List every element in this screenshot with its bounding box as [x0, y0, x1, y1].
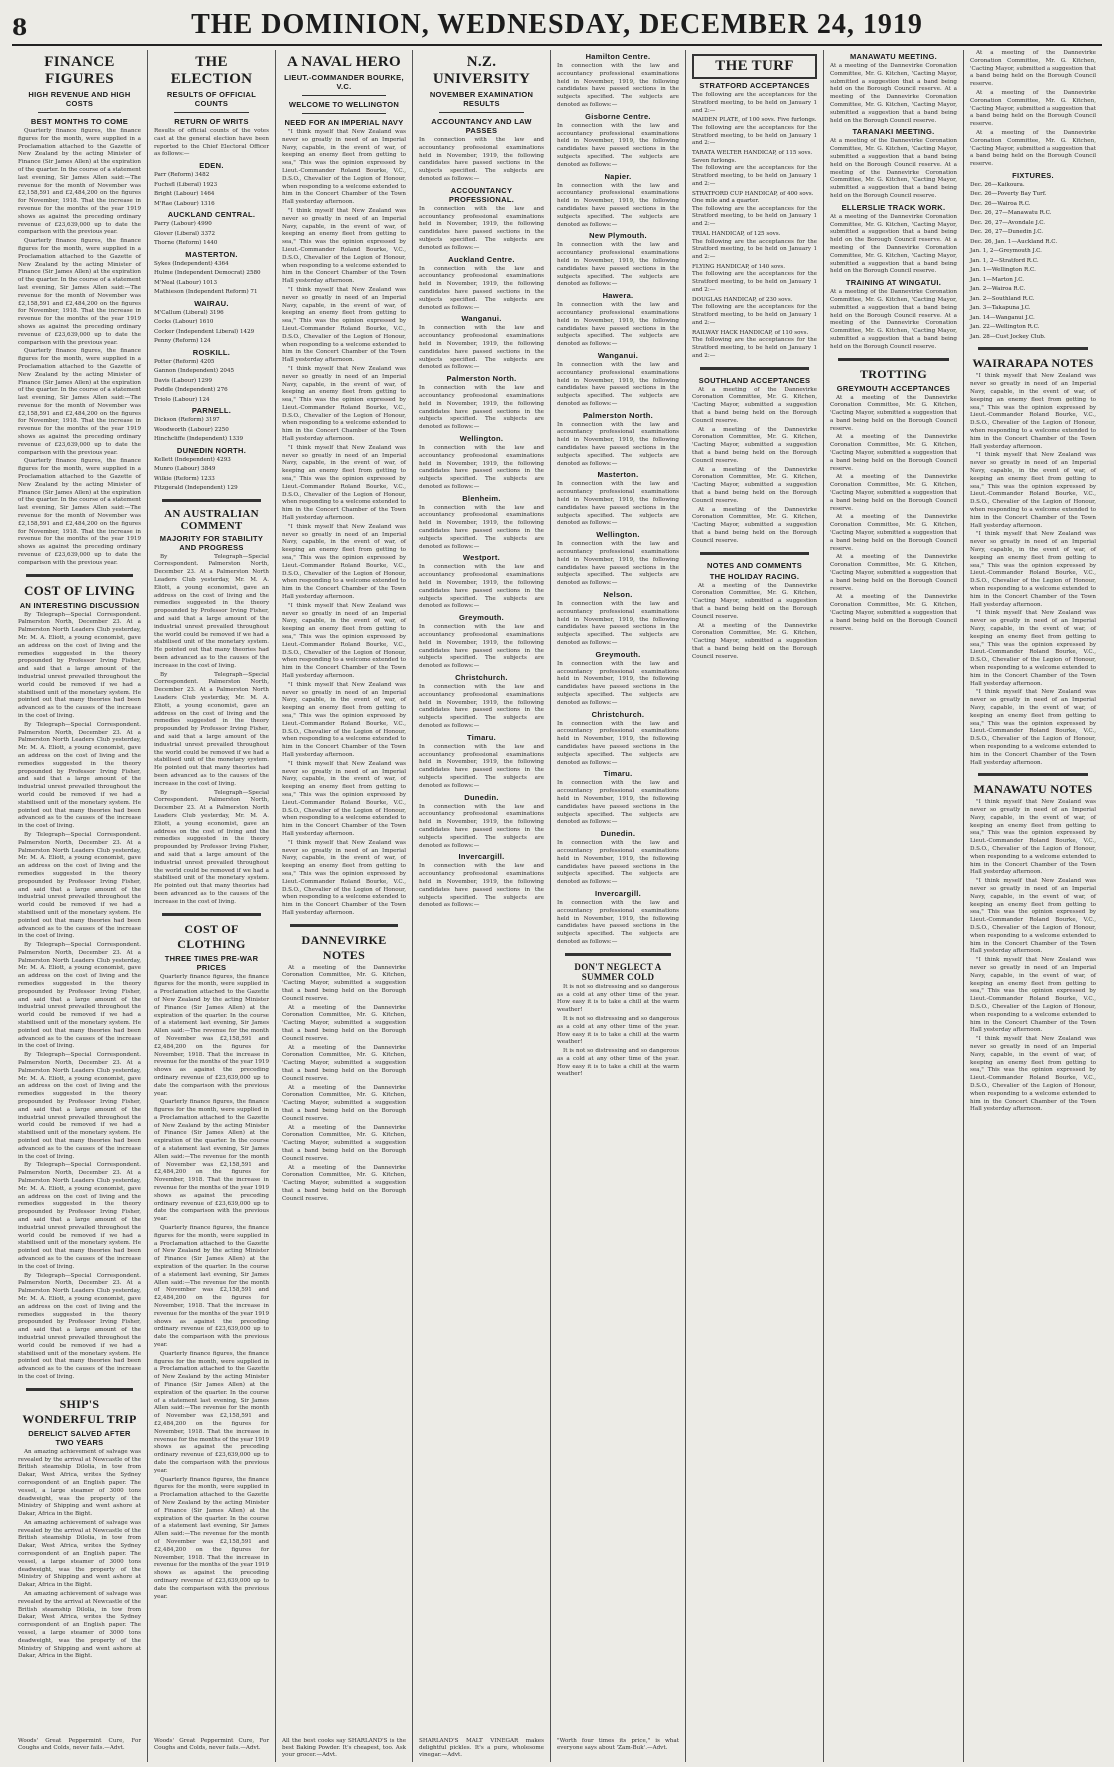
electorate-row: Gannon (Independent) 2045: [154, 368, 235, 375]
article-heading: TROTTING: [859, 366, 928, 381]
race-body: The following are the acceptances for the Stratford meeting, to be held on January 1 and 2:—: [692, 205, 817, 228]
section-heading: Palmerston North.: [446, 374, 517, 384]
electorate-row: M'Callum (Liberal) 3196: [154, 309, 224, 316]
electorate-results: [154, 161, 269, 493]
section-body: In connection with the law and accountancy professional examinations held in November, 1919, the following candidates have passed sections in the subjects specified. The subjects are denoted as follows:—: [419, 624, 544, 670]
electorate-row: Thorne (Reform) 1440: [154, 240, 218, 247]
electorate-row: Mathieson (Independent Reform) 71: [154, 289, 258, 296]
section-heading: New Plymouth.: [589, 231, 647, 241]
electorate-row: Glover (Liberal) 3372: [154, 230, 216, 237]
section-heading: ACCOUNTANCY PROFESSIONAL.: [448, 185, 515, 204]
section-body: In connection with the law and accountancy professional examinations held in November, 1919, the following candidates have passed sections in the subjects specified. The subjects are denoted as follows:—: [419, 684, 544, 730]
section-heading: Wellington.: [596, 530, 640, 540]
electorate-row: Fuchsfl (Liberal) 1923: [154, 181, 218, 188]
article-heading: N.Z. UNIVERSITY: [432, 54, 531, 87]
column-university-cont: [551, 50, 686, 1762]
electorate-row: Cocker (Independent Liberal) 1429: [154, 328, 255, 335]
section-body: In connection with the law and accountancy professional examinations held in November, 1919, the following candidates have passed sections in the subjects specified. The subjects are denoted as follows:—: [557, 361, 679, 407]
electorate-row: Parry (Labour) 4990: [154, 221, 212, 228]
race-body: The following are the acceptances for the Stratford meeting, to be held on January 1 and 2:—: [692, 124, 817, 147]
column-election: [148, 50, 276, 1762]
section-heading: Greymouth.: [595, 649, 641, 659]
fixture-item: Jan. 1, 2—Greymouth J.C.: [970, 248, 1042, 255]
electorate-name: WAIRAU.: [194, 298, 229, 308]
article-body: "I think myself that New Zealand was never so greatly in need of an Imperial Navy, capable, in the event of war, of keeping an enemy fleet from getting to sea," This was the opinion expressed by Lieut.-Commander Roland Bourke, V.C., D.S.O., Chevalier of the Legion of Honour, when responding to a welcome extended to him in the Concert Chamber of the Town Hall yesterday afternoon. "I think myself that New Zealand was never so greatly in need of an Imperial Navy, capable, in the event of war, of keeping an enemy fleet from getting to sea," This was the opinion expressed by Lieut.-Commander Roland Bourke, V.C., D.S.O., Chevalier of the Legion of Honour, when responding to a welcome extended to him in the Concert Chamber of the Town Hall yesterday afternoon. "I think myself that New Zealand was never so greatly in need of an Imperial Navy, capable, in the event of war, of keeping an enemy fleet from getting to sea," This was the opinion expressed by Lieut.-Commander Roland Bourke, V.C., D.S.O., Chevalier of the Legion of Honour, when responding to a welcome extended to him in the Concert Chamber of the Town Hall yesterday afternoon. "I think myself that New Zealand was never so greatly in need of an Imperial Navy, capable, in the event of war, of keeping an enemy fleet from getting to sea," This was the opinion expressed by Lieut.-Commander Roland Bourke, V.C., D.S.O., Chevalier of the Legion of Honour, when responding to a welcome extended to him in the Concert Chamber of the Town Hall yesterday afternoon. "I think myself that New Zealand was never so greatly in need of an Imperial Navy, capable, in the event of war, of keeping an enemy fleet from getting to sea," This was the opinion expressed by Lieut.-Commander Roland Bourke, V.C., D.S.O., Chevalier of the Legion of Honour, when responding to a welcome extended to him in the Concert Chamber of the Town Hall yesterday afternoon.: [970, 373, 1096, 766]
article-body: At a meeting of the Dannevirke Coronation Committee, Mr. G. Kitchen, 'Cacting Mayor, submitted a suggestion that a band being held on the Borough Council reserve. At a meeting of the Dannevirke Coronation Committee, Mr. G. Kitchen, 'Cacting Mayor, submitted a suggestion that a band being held on the Borough Council reserve. At a meeting of the Dannevirke Coronation Committee, Mr. G. Kitchen, 'Cacting Mayor, submitted a suggestion that a band being held on the Borough Council reserve.: [970, 50, 1096, 168]
section-heading: Timaru.: [466, 732, 497, 742]
article-heading: DANNEVIRKE NOTES: [301, 932, 387, 962]
article-body: Quarterly finance figures, the finance figures for the month, were supplied in a Proclamation attached to the Gazette of New Zealand by the acting Minister of Finance (Sir James Allen) at the expiration of the quarter. In the course of a statement last evening, Sir James Allen said:—The revenue for the month of November was £2,158,591 and £2,484,200 on the figures for November, 1918. That the increase in revenue for the months of the year 1919 shows as against the preceding ordinary revenue of £23,639,000 up to date the comparison with the previous year. Quarterly finance figures, the finance figures for the month, were supplied in a Proclamation attached to the Gazette of New Zealand by the acting Minister of Finance (Sir James Allen) at the expiration of the quarter. In the course of a statement last evening, Sir James Allen said:—The revenue for the month of November was £2,158,591 and £2,484,200 on the figures for November, 1918. That the increase in revenue for the months of the year 1919 shows as against the preceding ordinary revenue of £23,639,000 up to date the comparison with the previous year. Quarterly finance figures, the finance figures for the month, were supplied in a Proclamation attached to the Gazette of New Zealand by the acting Minister of Finance (Sir James Allen) at the expiration of the quarter. In the course of a statement last evening, Sir James Allen said:—The revenue for the month of November was £2,158,591 and £2,484,200 on the figures for November, 1918. That the increase in revenue for the months of the year 1919 shows as against the preceding ordinary revenue of £23,639,000 up to date the comparison with the previous year. Quarterly finance figures, the finance figures for the month, were supplied in a Proclamation attached to the Gazette of New Zealand by the acting Minister of Finance (Sir James Allen) at the expiration of the quarter. In the course of a statement last evening, Sir James Allen said:—The revenue for the month of November was £2,158,591 and £2,484,200 on the figures for November, 1918. That the increase in revenue for the months of the year 1919 shows as against the preceding ordinary revenue of £23,639,000 up to date the comparison with the previous year. Quarterly finance figures, the finance figures for the month, were supplied in a Proclamation attached to the Gazette of New Zealand by the acting Minister of Finance (Sir James Allen) at the expiration of the quarter. In the course of a statement last evening, Sir James Allen said:—The revenue for the month of November was £2,158,591 and £2,484,200 on the figures for November, 1918. That the increase in revenue for the months of the year 1919 shows as against the preceding ordinary revenue of £23,639,000 up to date the comparison with the previous year.: [154, 973, 269, 1600]
article-heading: AN AUSTRALIAN COMMENT: [164, 507, 259, 532]
electorate-row: Cocks (Labour) 1610: [154, 319, 214, 326]
section-body: In connection with the law and accountancy professional examinations held in November, 1919, the following candidates have passed sections in the subjects specified. The subjects are denoted as follows:—: [419, 803, 544, 849]
electorate-name: MASTERTON.: [185, 249, 238, 259]
article-heading: THE ELECTION: [170, 54, 253, 87]
electorate-row: Penny (Reform) 124: [154, 338, 211, 345]
article-subhead: THE HOLIDAY RACING.: [709, 571, 800, 581]
meeting-body: At a meeting of the Dannevirke Coronation Committee, Mr. G. Kitchen, 'Cacting Mayor, submitted a suggestion that a band being held on the Borough Council reserve. At a meeting of the Dannevirke Coronation Committee, Mr. G. Kitchen, 'Cacting Mayor, submitted a suggestion that a band being held on the Borough Council reserve.: [830, 213, 957, 275]
article-body: At a meeting of the Dannevirke Coronation Committee, Mr. G. Kitchen, 'Cacting Mayor, submitted a suggestion that a band being held on the Borough Council reserve. At a meeting of the Dannevirke Coronation Committee, Mr. G. Kitchen, 'Cacting Mayor, submitted a suggestion that a band being held on the Borough Council reserve. At a meeting of the Dannevirke Coronation Committee, Mr. G. Kitchen, 'Cacting Mayor, submitted a suggestion that a band being held on the Borough Council reserve. At a meeting of the Dannevirke Coronation Committee, Mr. G. Kitchen, 'Cacting Mayor, submitted a suggestion that a band being held on the Borough Council reserve. At a meeting of the Dannevirke Coronation Committee, Mr. G. Kitchen, 'Cacting Mayor, submitted a suggestion that a band being held on the Borough Council reserve. At a meeting of the Dannevirke Coronation Committee, Mr. G. Kitchen, 'Cacting Mayor, submitted a suggestion that a band being held on the Borough Council reserve.: [830, 394, 957, 632]
section-heading: Dunedin.: [600, 829, 636, 839]
article-heading: WAIRARAPA NOTES: [972, 356, 1094, 371]
section-heading: Westport.: [462, 553, 501, 563]
section-body: In connection with the law and accountancy professional examinations held in November, 1919, the following candidates have passed sections in the subjects specified. The subjects are denoted as follows:—: [419, 564, 544, 610]
section-body: In connection with the law and accountancy professional examinations held in November, 1919, the following candidates have passed sections in the subjects specified. The subjects are denoted as follows:—: [419, 265, 544, 311]
article-heading: FINANCE FIGURES: [44, 54, 115, 87]
fixture-item: Jan. 28—Cust Jockey Club.: [970, 333, 1046, 340]
section-heading: Invercargill.: [594, 888, 641, 898]
section-heading: Gisborne Centre.: [585, 111, 651, 121]
section-heading: Wanganui.: [597, 350, 639, 360]
electorate-row: Parr (Reform) 3482: [154, 172, 210, 179]
section-heading: Dunedin.: [464, 792, 499, 802]
article-subhead: AN INTERESTING DISCUSSION: [19, 600, 140, 610]
fixture-item: Jan. 14—Wanganui J.C.: [970, 314, 1035, 321]
article-body: Quarterly finance figures, the finance figures for the month, were supplied in a Proclamation attached to the Gazette of New Zealand by the acting Minister of Finance (Sir James Allen) at the expiration of the quarter. In the course of a statement last evening, Sir James Allen said:—The revenue for the month of November was £2,158,591 and £2,484,200 on the figures for November, 1918. That the increase in revenue for the months of the year 1919 shows as against the preceding ordinary revenue of £23,639,000 up to date the comparison with the previous year. Quarterly finance figures, the finance figures for the month, were supplied in a Proclamation attached to the Gazette of New Zealand by the acting Minister of Finance (Sir James Allen) at the expiration of the quarter. In the course of a statement last evening, Sir James Allen said:—The revenue for the month of November was £2,158,591 and £2,484,200 on the figures for November, 1918. That the increase in revenue for the months of the year 1919 shows as against the preceding ordinary revenue of £23,639,000 up to date the comparison with the previous year. Quarterly finance figures, the finance figures for the month, were supplied in a Proclamation attached to the Gazette of New Zealand by the acting Minister of Finance (Sir James Allen) at the expiration of the quarter. In the course of a statement last evening, Sir James Allen said:—The revenue for the month of November was £2,158,591 and £2,484,200 on the figures for November, 1918. That the increase in revenue for the months of the year 1919 shows as against the preceding ordinary revenue of £23,639,000 up to date the comparison with the previous year. Quarterly finance figures, the finance figures for the month, were supplied in a Proclamation attached to the Gazette of New Zealand by the acting Minister of Finance (Sir James Allen) at the expiration of the quarter. In the course of a statement last evening, Sir James Allen said:—The revenue for the month of November was £2,158,591 and £2,484,200 on the figures for November, 1918. That the increase in revenue for the months of the year 1919 shows as against the preceding ordinary revenue of £23,639,000 up to date the comparison with the previous year.: [18, 128, 141, 566]
article-subhead: RESULTS OF OFFICIAL COUNTS: [166, 90, 257, 108]
article-subhead: NOVEMBER EXAMINATION RESULTS: [429, 90, 534, 108]
meeting-heading: MANAWATU MEETING.: [849, 52, 938, 61]
electorate-row: Davis (Labour) 1299: [154, 377, 213, 384]
race-title: MAIDEN PLATE, of 100 sovs. Five furlongs.: [692, 117, 817, 124]
article-subhead: SOUTHLAND ACCEPTANCES: [698, 375, 811, 385]
article-subhead: GREYMOUTH ACCEPTANCES: [836, 383, 951, 393]
fixture-item: Dec. 26, 27—Dunedin J.C.: [970, 229, 1044, 236]
article-body: The following are the acceptances for the Stratford meeting, to be held on January 1 and 2:—: [692, 92, 817, 114]
fixture-item: Jan. 1, 2—Stratford R.C.: [970, 257, 1039, 264]
article-body: In connection with the law and accountancy professional examinations held in November, 1919, the following candidates have passed sections in the subjects specified. The subjects are denoted as follows:—: [419, 137, 544, 182]
race-title: RAILWAY HACK HANDICAP, of 110 sovs.: [692, 329, 809, 336]
section-heading: Christchurch.: [591, 709, 645, 719]
column-fixtures: [964, 50, 1102, 1762]
article-subhead: THREE TIMES PRE-WAR PRICES: [164, 953, 259, 972]
race-body: The following are the acceptances for the Stratford meeting, to be held on January 1 and 2:—: [692, 304, 817, 326]
fixtures-heading: FIXTURES.: [1012, 170, 1054, 180]
meeting-heading: ELLERSLIE TRACK WORK.: [841, 202, 946, 212]
electorate-row: Woodworth (Labour) 2250: [154, 426, 229, 433]
race-title: DOUGLAS HANDICAP, of 230 sovs.: [692, 296, 793, 303]
advert: SHARLAND'S MALT VINEGAR makes delightful pickles. It's a pure, wholesome vinegar.—Advt.: [419, 1738, 544, 1758]
section-body: In connection with the law and accountancy professional examinations held in November, 1919, the following candidates have passed sections in the subjects specified. The subjects are denoted as follows:—: [419, 863, 544, 909]
electorate-name: PARNELL.: [191, 406, 232, 416]
section-heading: Masterton.: [597, 470, 639, 480]
article-heading: SHIP'S WONDERFUL TRIP: [22, 1396, 137, 1426]
article-body: Results of official counts of the votes cast at the general election have been reported to the Chief Electoral Officer as follows:—: [154, 128, 269, 158]
article-subhead: NOTES AND COMMENTS: [706, 560, 803, 570]
fixture-item: Dec. 26, 27—Manawatu R.C.: [970, 210, 1052, 217]
race-title: TARATA WELTER HANDICAP, of 115 sovs. Seven furlongs.: [692, 150, 813, 164]
article-subhead: STRATFORD ACCEPTANCES: [699, 81, 810, 90]
article-body: "I think myself that New Zealand was never so greatly in need of an Imperial Navy, capable, in the event of war, of keeping an enemy fleet from getting to sea," This was the opinion expressed by Lieut.-Commander Roland Bourke, V.C., D.S.O., Chevalier of the Legion of Honour, when responding to a welcome extended to him in the Concert Chamber of the Town Hall yesterday afternoon. "I think myself that New Zealand was never so greatly in need of an Imperial Navy, capable, in the event of war, of keeping an enemy fleet from getting to sea," This was the opinion expressed by Lieut.-Commander Roland Bourke, V.C., D.S.O., Chevalier of the Legion of Honour, when responding to a welcome extended to him in the Concert Chamber of the Town Hall yesterday afternoon. "I think myself that New Zealand was never so greatly in need of an Imperial Navy, capable, in the event of war, of keeping an enemy fleet from getting to sea," This was the opinion expressed by Lieut.-Commander Roland Bourke, V.C., D.S.O., Chevalier of the Legion of Honour, when responding to a welcome extended to him in the Concert Chamber of the Town Hall yesterday afternoon. "I think myself that New Zealand was never so greatly in need of an Imperial Navy, capable, in the event of war, of keeping an enemy fleet from getting to sea," This was the opinion expressed by Lieut.-Commander Roland Bourke, V.C., D.S.O., Chevalier of the Legion of Honour, when responding to a welcome extended to him in the Concert Chamber of the Town Hall yesterday afternoon. "I think myself that New Zealand was never so greatly in need of an Imperial Navy, capable, in the event of war, of keeping an enemy fleet from getting to sea," This was the opinion expressed by Lieut.-Commander Roland Bourke, V.C., D.S.O., Chevalier of the Legion of Honour, when responding to a welcome extended to him in the Concert Chamber of the Town Hall yesterday afternoon. "I think myself that New Zealand was never so greatly in need of an Imperial Navy, capable, in the event of war, of keeping an enemy fleet from getting to sea," This was the opinion expressed by Lieut.-Commander Roland Bourke, V.C., D.S.O., Chevalier of the Legion of Honour, when responding to a welcome extended to him in the Concert Chamber of the Town Hall yesterday afternoon. "I think myself that New Zealand was never so greatly in need of an Imperial Navy, capable, in the event of war, of keeping an enemy fleet from getting to sea," This was the opinion expressed by Lieut.-Commander Roland Bourke, V.C., D.S.O., Chevalier of the Legion of Honour, when responding to a welcome extended to him in the Concert Chamber of the Town Hall yesterday afternoon. "I think myself that New Zealand was never so greatly in need of an Imperial Navy, capable, in the event of war, of keeping an enemy fleet from getting to sea," This was the opinion expressed by Lieut.-Commander Roland Bourke, V.C., D.S.O., Chevalier of the Legion of Honour, when responding to a welcome extended to him in the Concert Chamber of the Town Hall yesterday afternoon. "I think myself that New Zealand was never so greatly in need of an Imperial Navy, capable, in the event of war, of keeping an enemy fleet from getting to sea," This was the opinion expressed by Lieut.-Commander Roland Bourke, V.C., D.S.O., Chevalier of the Legion of Honour, when responding to a welcome extended to him in the Concert Chamber of the Town Hall yesterday afternoon. "I think myself that New Zealand was never so greatly in need of an Imperial Navy, capable, in the event of war, of keeping an enemy fleet from getting to sea," This was the opinion expressed by Lieut.-Commander Roland Bourke, V.C., D.S.O., Chevalier of the Legion of Honour, when responding to a welcome extended to him in the Concert Chamber of the Town Hall yesterday afternoon.: [282, 129, 406, 916]
section-body: In connection with the law and accountancy professional examinations held in November, 1919, the following candidates have passed sections in the subjects specified. The subjects are denoted as follows:—: [557, 780, 679, 826]
section-body: In connection with the law and accountancy professional examinations held in November, 1919, the following candidates have passed sections in the subjects specified. The subjects are denoted as follows:—: [557, 481, 679, 527]
electorate-row: Fitzgerald (Independent) 129: [154, 485, 238, 492]
columns: [12, 50, 1102, 1762]
masthead: [12, 10, 1102, 46]
section-body: In connection with the law and accountancy professional examinations held in November, 1919, the following candidates have passed sections in the subjects specified. The subjects are denoted as follows:—: [557, 660, 679, 706]
race-acceptances: [692, 117, 817, 360]
fixture-item: Dec. 26—Poverty Bay Turf.: [970, 191, 1047, 198]
article-subhead: ACCOUNTANCY AND LAW PASSES: [431, 117, 532, 135]
electorate-row: Wilkie (Reform) 1233: [154, 475, 215, 482]
section-heading: Palmerston North.: [582, 410, 654, 420]
section-body: In connection with the law and accountancy professional examinations held in November, 1919, the following candidates have passed sections in the subjects specified. The subjects are denoted as follows:—: [419, 325, 544, 371]
section-body: In connection with the law and accountancy professional examinations held in November, 1919, the following candidates have passed sections in the subjects specified. The subjects are denoted as follows:—: [419, 444, 544, 490]
column-naval-hero: [276, 50, 413, 1762]
section-heading: Napier.: [604, 171, 632, 181]
section-heading: Wellington.: [459, 433, 504, 443]
fixture-item: Jan. 1—Marton J.C.: [970, 276, 1025, 283]
article-body: At a meeting of the Dannevirke Coronation Committee, Mr. G. Kitchen, 'Cacting Mayor, submitted a suggestion that a band being held on the Borough Council reserve. At a meeting of the Dannevirke Coronation Committee, Mr. G. Kitchen, 'Cacting Mayor, submitted a suggestion that a band being held on the Borough Council reserve.: [692, 582, 817, 660]
article-subhead: LIEUT.-COMMANDER BOURKE, V.C.: [284, 73, 404, 91]
article-heading: A NAVAL HERO: [287, 54, 401, 70]
section-heading: Invercargill.: [458, 852, 505, 862]
article-heading: COST OF CLOTHING: [177, 921, 246, 951]
race-title: STRATFORD CUP HANDICAP, of 400 sovs. One mile and a quarter.: [692, 190, 814, 205]
article-heading: MANAWATU NOTES: [973, 782, 1093, 797]
column-finance: [12, 50, 148, 1762]
article-body: At a meeting of the Dannevirke Coronation Committee, Mr. G. Kitchen, 'Cacting Mayor, submitted a suggestion that a band being held on the Borough Council reserve. At a meeting of the Dannevirke Coronation Committee, Mr. G. Kitchen, 'Cacting Mayor, submitted a suggestion that a band being held on the Borough Council reserve. At a meeting of the Dannevirke Coronation Committee, Mr. G. Kitchen, 'Cacting Mayor, submitted a suggestion that a band being held on the Borough Council reserve. At a meeting of the Dannevirke Coronation Committee, Mr. G. Kitchen, 'Cacting Mayor, submitted a suggestion that a band being held on the Borough Council reserve. At a meeting of the Dannevirke Coronation Committee, Mr. G. Kitchen, 'Cacting Mayor, submitted a suggestion that a band being held on the Borough Council reserve. At a meeting of the Dannevirke Coronation Committee, Mr. G. Kitchen, 'Cacting Mayor, submitted a suggestion that a band being held on the Borough Council reserve.: [282, 964, 406, 1202]
section-body: In connection with the law and accountancy professional examinations held in November, 1919, the following candidates have passed sections in the subjects specified. The subjects are denoted as follows:—: [419, 385, 544, 431]
electorate-row: Poddle (Independent) 276: [154, 387, 228, 394]
section-body: In connection with the law and accountancy professional examinations held in November, 1919, the following candidates have passed sections in the subjects specified. The subjects are denoted as follows:—: [557, 63, 679, 108]
section-heading: Greymouth.: [458, 613, 505, 623]
electorate-row: Bright (Labour) 1464: [154, 191, 215, 198]
race-body: The following are the acceptances for the Stratford meeting, to be held on January 1 and 2:—: [692, 271, 817, 294]
race-body: The following are the acceptances for the Stratford meeting, to be held on January 1 and 2:—: [692, 165, 817, 187]
article-heading: THE TURF: [692, 54, 817, 79]
section-body: In connection with the law and accountancy professional examinations held in November, 1919, the following candidates have passed sections in the subjects specified. The subjects are denoted as follows:—: [419, 504, 544, 550]
article-subhead: HIGH REVENUE AND HIGH COSTS: [28, 90, 131, 108]
fixture-item: Dec. 26, Jan. 1—Auckland R.C.: [970, 238, 1058, 245]
result-sections: [419, 186, 544, 910]
section-body: In connection with the law and accountancy professional examinations held in November, 1919, the following candidates have passed sections in the subjects specified. The subjects are denoted as follows:—: [557, 302, 679, 348]
electorate-row: Dickson (Reform) 3197: [154, 417, 220, 424]
meeting-sections: [830, 52, 957, 352]
article-subhead: RETURN OF WRITS: [174, 117, 249, 126]
section-body: In connection with the law and accountancy professional examinations held in November, 1919, the following candidates have passed sections in the subjects specified. The subjects are denoted as follows:—: [419, 205, 544, 251]
race-title: TRIAL HANDICAP, of 125 sovs.: [692, 231, 781, 238]
meeting-body: At a meeting of the Dannevirke Coronation Committee, Mr. G. Kitchen, 'Cacting Mayor, submitted a suggestion that a band being held on the Borough Council reserve. At a meeting of the Dannevirke Coronation Committee, Mr. G. Kitchen, 'Cacting Mayor, submitted a suggestion that a band being held on the Borough Council reserve.: [830, 289, 957, 350]
race-body: The following are the acceptances for the Stratford meeting, to be held on January 1 and 2:—: [692, 238, 817, 261]
article-body: It is not so distressing and so dangerous as a cold at any other time of the year. How easy it is to take a chill at the warm weather! It is not so distressing and so dangerous as a cold at any other time of the year. How easy it is to take a chill at the warm weather! It is not so distressing and so dangerous as a cold at any other time of the year. How easy it is to take a chill at the warm weather!: [557, 983, 679, 1078]
section-body: In connection with the law and accountancy professional examinations held in November, 1919, the following candidates have passed sections in the subjects specified. The subjects are denoted as follows:—: [557, 601, 679, 647]
section-heading: Timaru.: [603, 769, 633, 779]
meeting-heading: TRAINING AT WINGATUI.: [845, 278, 942, 288]
section-body: In connection with the law and accountancy professional examinations held in November, 1919, the following candidates have passed sections in the subjects specified. The subjects are denoted as follows:—: [557, 720, 679, 766]
page-number: 8: [12, 15, 28, 41]
article-body: By Telegraph—Special Correspondent. Palmerston North, December 23. At a Palmerston North Leaders Club yesterday, Mr. M. A. Eliott, a young economist, gave an address on the cost of living and the remedies suggested in the theory propounded by Professor Irving Fisher, and said that a large amount of the industrial unrest prevailed throughout the world could be removed if we had a stabilised unit of the monetary system. He pointed out that many theories had been advanced as to the causes of the increase in the cost of living. By Telegraph—Special Correspondent. Palmerston North, December 23. At a Palmerston North Leaders Club yesterday, Mr. M. A. Eliott, a young economist, gave an address on the cost of living and the remedies suggested in the theory propounded by Professor Irving Fisher, and said that a large amount of the industrial unrest prevailed throughout the world could be removed if we had a stabilised unit of the monetary system. He pointed out that many theories had been advanced as to the causes of the increase in the cost of living. By Telegraph—Special Correspondent. Palmerston North, December 23. At a Palmerston North Leaders Club yesterday, Mr. M. A. Eliott, a young economist, gave an address on the cost of living and the remedies suggested in the theory propounded by Professor Irving Fisher, and said that a large amount of the industrial unrest prevailed throughout the world could be removed if we had a stabilised unit of the monetary system. He pointed out that many theories had been advanced as to the causes of the increase in the cost of living. By Telegraph—Special Correspondent. Palmerston North, December 23. At a Palmerston North Leaders Club yesterday, Mr. M. A. Eliott, a young economist, gave an address on the cost of living and the remedies suggested in the theory propounded by Professor Irving Fisher, and said that a large amount of the industrial unrest prevailed throughout the world could be removed if we had a stabilised unit of the monetary system. He pointed out that many theories had been advanced as to the causes of the increase in the cost of living. By Telegraph—Special Correspondent. Palmerston North, December 23. At a Palmerston North Leaders Club yesterday, Mr. M. A. Eliott, a young economist, gave an address on the cost of living and the remedies suggested in the theory propounded by Professor Irving Fisher, and said that a large amount of the industrial unrest prevailed throughout the world could be removed if we had a stabilised unit of the monetary system. He pointed out that many theories had been advanced as to the causes of the increase in the cost of living. By Telegraph—Special Correspondent. Palmerston North, December 23. At a Palmerston North Leaders Club yesterday, Mr. M. A. Eliott, a young economist, gave an address on the cost of living and the remedies suggested in the theory propounded by Professor Irving Fisher, and said that a large amount of the industrial unrest prevailed throughout the world could be removed if we had a stabilised unit of the monetary system. He pointed out that many theories had been advanced as to the causes of the increase in the cost of living. By Telegraph—Special Correspondent. Palmerston North, December 23. At a Palmerston North Leaders Club yesterday, Mr. M. A. Eliott, a young economist, gave an address on the cost of living and the remedies suggested in the theory propounded by Professor Irving Fisher, and said that a large amount of the industrial unrest prevailed throughout the world could be removed if we had a stabilised unit of the monetary system. He pointed out that many theories had been advanced as to the causes of the increase in the cost of living.: [18, 611, 141, 1380]
article-subhead: BEST MONTHS TO COME: [30, 117, 129, 126]
section-heading: Auckland Centre.: [448, 254, 515, 264]
fixture-item: Jan. 2—Wairoa R.C.: [970, 286, 1026, 293]
article-subhead: MAJORITY FOR STABILITY AND PROGRESS: [159, 533, 264, 552]
section-body: In connection with the law and accountancy professional examinations held in November, 1919, the following candidates have passed sections in the subjects specified. The subjects are denoted as follows:—: [419, 743, 544, 789]
fixture-item: Dec. 26, 27—Avondale J.C.: [970, 219, 1046, 226]
section-heading: Hawera.: [602, 291, 634, 301]
electorate-row: Sykes (Independent) 4364: [154, 260, 229, 267]
electorate-row: Munro (Labour) 3849: [154, 466, 216, 473]
article-subhead: NEED FOR AN IMPERIAL NAVY: [284, 118, 404, 127]
result-sections: [557, 52, 679, 947]
section-body: In connection with the law and accountancy professional examinations held in November, 1919, the following candidates have passed sections in the subjects specified. The subjects are denoted as follows:—: [557, 899, 679, 945]
meeting-body: At a meeting of the Dannevirke Coronation Committee, Mr. G. Kitchen, 'Cacting Mayor, submitted a suggestion that a band being held on the Borough Council reserve. At a meeting of the Dannevirke Coronation Committee, Mr. G. Kitchen, 'Cacting Mayor, submitted a suggestion that a band being held on the Borough Council reserve.: [830, 138, 957, 199]
electorate-name: AUCKLAND CENTRAL.: [167, 210, 256, 220]
section-heading: Wanganui.: [461, 314, 502, 324]
article-body: By Telegraph—Special Correspondent. Palmerston North, December 23. At a Palmerston North Leaders Club yesterday, Mr. M. A. Eliott, a young economist, gave an address on the cost of living and the remedies suggested in the theory propounded by Professor Irving Fisher, and said that a large amount of the industrial unrest prevailed throughout the world could be removed if we had a stabilised unit of the monetary system. He pointed out that many theories had been advanced as to the causes of the increase in the cost of living. By Telegraph—Special Correspondent. Palmerston North, December 23. At a Palmerston North Leaders Club yesterday, Mr. M. A. Eliott, a young economist, gave an address on the cost of living and the remedies suggested in the theory propounded by Professor Irving Fisher, and said that a large amount of the industrial unrest prevailed throughout the world could be removed if we had a stabilised unit of the monetary system. He pointed out that many theories had been advanced as to the causes of the increase in the cost of living. By Telegraph—Special Correspondent. Palmerston North, December 23. At a Palmerston North Leaders Club yesterday, Mr. M. A. Eliott, a young economist, gave an address on the cost of living and the remedies suggested in the theory propounded by Professor Irving Fisher, and said that a large amount of the industrial unrest prevailed throughout the world could be removed if we had a stabilised unit of the monetary system. He pointed out that many theories had been advanced as to the causes of the increase in the cost of living.: [154, 553, 269, 905]
electorate-name: DUNEDIN NORTH.: [176, 445, 247, 455]
column-university: [413, 50, 551, 1762]
fixture-item: Jan. 3—Takapuna J.C.: [970, 305, 1031, 312]
electorate-name: EDEN.: [199, 161, 224, 171]
article-subhead: DERELICT SALVED AFTER TWO YEARS: [28, 1428, 131, 1447]
meeting-heading: TARANAKI MEETING.: [852, 127, 935, 137]
section-heading: Christchurch.: [455, 673, 508, 683]
advert: "Worth four times its price," is what everyone says about 'Zam-Buk'.—Advt.: [557, 1738, 679, 1751]
race-title: FLYING HANDICAP, of 140 sovs.: [692, 263, 786, 270]
section-body: In connection with the law and accountancy professional examinations held in November, 1919, the following candidates have passed sections in the subjects specified. The subjects are denoted as follows:—: [557, 840, 679, 886]
advert: Woods' Great Peppermint Cure, For Coughs and Colds, never fails.—Advt.: [154, 1738, 269, 1751]
newspaper-title: THE DOMINION, WEDNESDAY, DECEMBER 24, 1919: [191, 9, 923, 40]
article-heading: COST OF LIVING: [23, 582, 136, 598]
electorate-row: M'Neal (Labour) 1013: [154, 279, 218, 286]
article-subhead: WELCOME TO WELLINGTON: [288, 100, 400, 109]
electorate-row: M'Rae (Labour) 1316: [154, 200, 215, 207]
fixture-item: Jan. 2—Southland R.C.: [970, 295, 1035, 302]
fixture-item: Jan. 1—Wellington R.C.: [970, 267, 1036, 274]
electorate-row: Hinchcliffe (Independent) 1339: [154, 436, 244, 443]
section-heading: Nelson.: [603, 590, 633, 600]
article-body: An amazing achievement of salvage was revealed by the arrival at Newcastle of the British steamship Dilolia, in tow from Dakar, West Africa, writes the Sydney correspondent of an English paper. The vessel, a large steamer of 3000 tons deadweight, was the property of the Ministry of Shipping and went ashore at Dakar, Africa in the Bight. An amazing achievement of salvage was revealed by the arrival at Newcastle of the British steamship Dilolia, in tow from Dakar, West Africa, writes the Sydney correspondent of an English paper. The vessel, a large steamer of 3000 tons deadweight, was the property of the Ministry of Shipping and went ashore at Dakar, Africa in the Bight. An amazing achievement of salvage was revealed by the arrival at Newcastle of the British steamship Dilolia, in tow from Dakar, West Africa, writes the Sydney correspondent of an English paper. The vessel, a large steamer of 3000 tons deadweight, was the property of the Ministry of Shipping and went ashore at Dakar, Africa in the Bight.: [18, 1448, 141, 1660]
section-body: In connection with the law and accountancy professional examinations held in November, 1919, the following candidates have passed sections in the subjects specified. The subjects are denoted as follows:—: [557, 182, 679, 228]
article-body: "I think myself that New Zealand was never so greatly in need of an Imperial Navy, capable, in the event of war, of keeping an enemy fleet from getting to sea," This was the opinion expressed by Lieut.-Commander Roland Bourke, V.C., D.S.O., Chevalier of the Legion of Honour, when responding to a welcome extended to him in the Concert Chamber of the Town Hall yesterday afternoon. "I think myself that New Zealand was never so greatly in need of an Imperial Navy, capable, in the event of war, of keeping an enemy fleet from getting to sea," This was the opinion expressed by Lieut.-Commander Roland Bourke, V.C., D.S.O., Chevalier of the Legion of Honour, when responding to a welcome extended to him in the Concert Chamber of the Town Hall yesterday afternoon. "I think myself that New Zealand was never so greatly in need of an Imperial Navy, capable, in the event of war, of keeping an enemy fleet from getting to sea," This was the opinion expressed by Lieut.-Commander Roland Bourke, V.C., D.S.O., Chevalier of the Legion of Honour, when responding to a welcome extended to him in the Concert Chamber of the Town Hall yesterday afternoon. "I think myself that New Zealand was never so greatly in need of an Imperial Navy, capable, in the event of war, of keeping an enemy fleet from getting to sea," This was the opinion expressed by Lieut.-Commander Roland Bourke, V.C., D.S.O., Chevalier of the Legion of Honour, when responding to a welcome extended to him in the Concert Chamber of the Town Hall yesterday afternoon.: [970, 799, 1096, 1113]
section-body: In connection with the law and accountancy professional examinations held in November, 1919, the following candidates have passed sections in the subjects specified. The subjects are denoted as follows:—: [557, 541, 679, 587]
electorate-row: Triolo (Labour) 124: [154, 396, 210, 403]
fixture-item: Dec. 26—Wairoa R.C.: [970, 200, 1031, 207]
electorate-name: ROSKILL.: [192, 347, 231, 357]
advert: Woods' Great Peppermint Cure, For Coughs and Colds, never fails.—Advt.: [18, 1738, 141, 1751]
race-body: The following are the acceptances for the Stratford meeting, to be held on January 1 and 2:—: [692, 337, 817, 359]
column-turf: [686, 50, 824, 1762]
fixture-item: Dec. 26—Kaikoura.: [970, 181, 1025, 188]
electorate-row: Potter (Reform) 4205: [154, 358, 215, 365]
electorate-row: Kellett (Independent) 4293: [154, 456, 231, 463]
section-heading: Blenheim.: [462, 493, 501, 503]
advert: All the best cooks say SHARLAND'S is the best Baking Powder. It's cheapest, too. Ask your grocer.—Advt.: [282, 1738, 406, 1758]
section-body: In connection with the law and accountancy professional examinations held in November, 1919, the following candidates have passed sections in the subjects specified. The subjects are denoted as follows:—: [557, 421, 679, 467]
electorate-row: Hulme (Independent Democrat) 2580: [154, 270, 261, 277]
column-racing-meetings: [824, 50, 964, 1762]
article-heading: DON'T NEGLECT A SUMMER COLD: [574, 961, 662, 982]
fixtures-list: [970, 182, 1096, 342]
meeting-body: At a meeting of the Dannevirke Coronation Committee, Mr. G. Kitchen, 'Cacting Mayor, submitted a suggestion that a band being held on the Borough Council reserve. At a meeting of the Dannevirke Coronation Committee, Mr. G. Kitchen, 'Cacting Mayor, submitted a suggestion that a band being held on the Borough Council reserve.: [830, 63, 957, 124]
section-body: In connection with the law and accountancy professional examinations held in November, 1919, the following candidates have passed sections in the subjects specified. The subjects are denoted as follows:—: [557, 242, 679, 288]
section-heading: Hamilton Centre.: [585, 52, 651, 61]
fixture-item: Jan. 22—Wellington R.C.: [970, 324, 1040, 331]
section-body: In connection with the law and accountancy professional examinations held in November, 1919, the following candidates have passed sections in the subjects specified. The subjects are denoted as follows:—: [557, 122, 679, 168]
article-body: At a meeting of the Dannevirke Coronation Committee, Mr. G. Kitchen, 'Cacting Mayor, submitted a suggestion that a band being held on the Borough Council reserve. At a meeting of the Dannevirke Coronation Committee, Mr. G. Kitchen, 'Cacting Mayor, submitted a suggestion that a band being held on the Borough Council reserve. At a meeting of the Dannevirke Coronation Committee, Mr. G. Kitchen, 'Cacting Mayor, submitted a suggestion that a band being held on the Borough Council reserve. At a meeting of the Dannevirke Coronation Committee, Mr. G. Kitchen, 'Cacting Mayor, submitted a suggestion that a band being held on the Borough Council reserve.: [692, 386, 817, 544]
